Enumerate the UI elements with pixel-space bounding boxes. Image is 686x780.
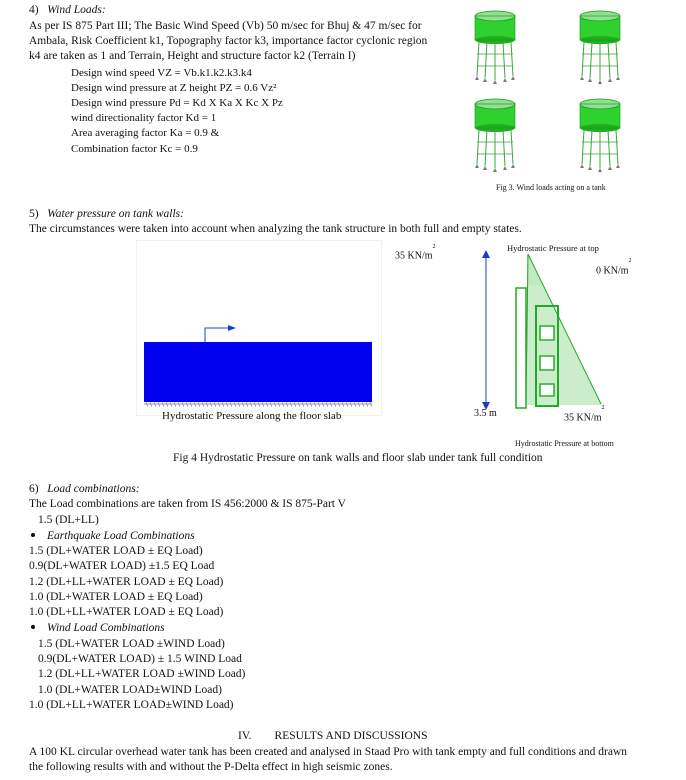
floor-slab-caption: Hydrostatic Pressure along the floor slab — [162, 410, 342, 422]
eq-combo-3: 1.2 (DL+LL+WATER LOAD ± EQ Load) — [29, 576, 224, 588]
water-para: The circumstances were taken into account when analyzing the tank structure in both full and empty states. — [29, 223, 522, 235]
bullet-icon — [31, 625, 35, 629]
wind-para-line-1: As per IS 875 Part III; The Basic Wind Speed (Vb) 50 m/sec for Bhuj & 47 m/sec for — [29, 20, 422, 32]
results-para-line-1: A 100 KL circular overhead water tank has been created and analysed in Staad Pro with tank empty and full conditions and drawn — [29, 746, 628, 758]
hydrostatic-top-label: Hydrostatic Pressure at top — [507, 243, 599, 253]
eq-combo-2: 0.9(DL+WATER LOAD) ±1.5 EQ Load — [29, 560, 215, 572]
eq-combo-4: 1.0 (DL+WATER LOAD ± EQ Load) — [29, 591, 203, 603]
combos-heading: 6) Load combinations: — [29, 483, 140, 495]
formula-design-pressure: Design wind pressure Pd = Kd X Ka X Kc X Pz — [71, 97, 283, 109]
eq-combos-heading: Earthquake Load Combinations — [31, 529, 195, 543]
zero-pressure-label: 0 $KN/m^2$ — [596, 258, 632, 277]
formula-wind-speed: Design wind speed VZ = Vb.k1.k2.k3.k4 — [71, 67, 252, 79]
wind-combo-3: 1.2 (DL+LL+WATER LOAD ±WIND Load) — [38, 668, 246, 680]
formula-directionality: wind directionality factor Kd = 1 — [71, 112, 217, 124]
wind-combos-heading: Wind Load Combinations — [31, 621, 165, 635]
wind-combo-2: 0.9(DL+WATER LOAD) ± 1.5 WIND Load — [38, 653, 242, 665]
wind-combo-5: 1.0 (DL+LL+WATER LOAD±WIND Load) — [29, 699, 234, 711]
bullet-icon — [31, 533, 35, 537]
fig3-caption: Fig 3. Wind loads acting on a tank — [496, 183, 606, 192]
combos-para: The Load combinations are taken from IS 456:2000 & IS 875-Part V — [29, 498, 346, 510]
depth-label: 3.5 m — [474, 408, 497, 419]
wind-combo-1: 1.5 (DL+WATER LOAD ±WIND Load) — [38, 638, 225, 650]
wind-para-line-2: Ambala, Risk Coefficient k1, Topography factor k3, importance factor cyclonic region — [29, 35, 428, 47]
formula-wind-pressure-z: Design wind pressure at Z height PZ = 0.6 Vz² — [71, 82, 277, 94]
wind-para-line-3: k4 are taken as 1 and Terrain, Height and structure factor k2 (Terrain I) — [29, 50, 356, 62]
combo-base: 1.5 (DL+LL) — [38, 514, 99, 526]
fig3-tower-figure — [470, 8, 640, 183]
eq-combo-1: 1.5 (DL+WATER LOAD ± EQ Load) — [29, 545, 203, 557]
bottom-pressure-label: 35 $KN/m^2$ — [564, 405, 605, 424]
fig4-caption: Fig 4 Hydrostatic Pressure on tank walls and floor slab under tank full condition — [173, 452, 543, 464]
wind-heading: 4) Wind Loads: — [29, 4, 106, 16]
floor-pressure-label: 35 $KN/m^2$ — [395, 244, 436, 262]
formula-combination: Combination factor Kc = 0.9 — [71, 143, 198, 155]
results-heading: IV. RESULTS AND DISCUSSIONS — [238, 730, 428, 742]
floor-slab-diagram — [140, 320, 376, 410]
eq-combo-5: 1.0 (DL+LL+WATER LOAD ± EQ Load) — [29, 606, 224, 618]
formula-area-averaging: Area averaging factor Ka = 0.9 & — [71, 127, 220, 139]
wind-combo-4: 1.0 (DL+WATER LOAD±WIND Load) — [38, 684, 222, 696]
water-heading: 5) Water pressure on tank walls: — [29, 208, 184, 220]
hydrostatic-bottom-label: Hydrostatic Pressure at bottom — [515, 439, 614, 448]
results-para-line-2: the following results with and without the P-Delta effect in high seismic zones. — [29, 761, 393, 773]
